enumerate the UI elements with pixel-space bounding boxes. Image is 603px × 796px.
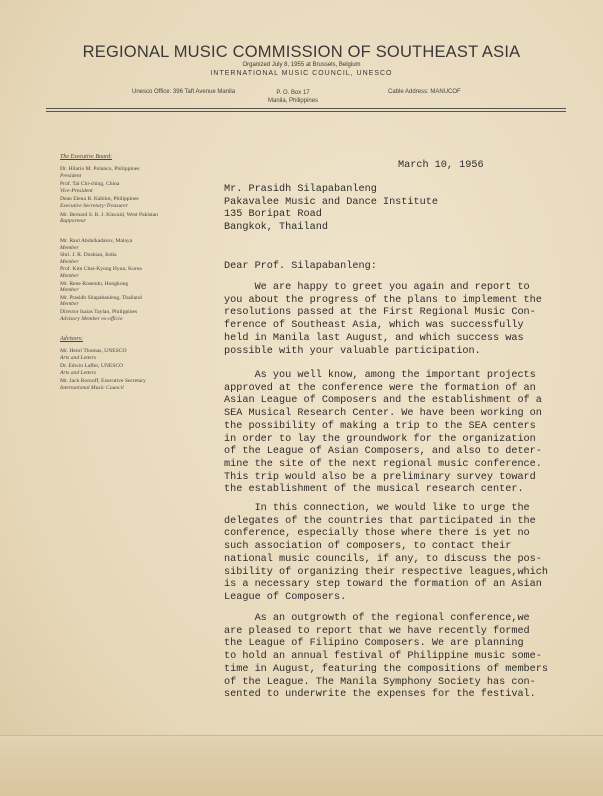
- board-entry: Mr. Bernard S. R. J. Kincaid, West Pakistan Rapporteur: [60, 211, 158, 225]
- salutation: Dear Prof. Silapabanleng:: [224, 261, 377, 272]
- board-entry: Prof. Tai Chi-ching, China Vice-President: [60, 181, 120, 194]
- members-list: [60, 238, 210, 322]
- letterhead-rule: [46, 108, 566, 109]
- postal-line: P. O. Box 17: [276, 90, 310, 96]
- executive-board-list: [60, 166, 210, 225]
- member-entry: Mr. Raul Abdulkadarov, Malaya Member: [60, 238, 133, 251]
- letterhead-rule: [46, 111, 566, 112]
- letterhead-postal-address: [268, 89, 318, 105]
- postal-line: Manila, Philippines: [268, 98, 319, 104]
- paper-fold: [0, 735, 603, 796]
- recipient-address: [224, 184, 438, 234]
- advisors-list: [60, 348, 210, 392]
- paragraph-4: As an outgrowth of the regional conference,we are pleased to report that we have recently formed the League of Filipino Composers. We are planning to hold an annual festival of Philippine music some- time in August, featuring the compositions of members of the League. The Manila Symphony Society has con- sented to underwrite the expenses for the festival.: [224, 613, 549, 701]
- letterhead-office-address: Unesco Office: 396 Taft Avenue Manila: [132, 89, 236, 95]
- recipient-line: 135 Boripat Road: [224, 209, 322, 220]
- executive-board-heading: The Executive Board:: [60, 154, 113, 160]
- member-entry: Shri. J. R. Doshian, India Member: [60, 252, 117, 265]
- board-entry: Dean Elena B. Kabilot, Philippines Executive Secretary-Treasurer: [60, 196, 139, 209]
- advisors-heading: Advisors:: [60, 336, 83, 342]
- advisor-entry: Mr. Henri Thomas, UNESCO Arts and Letters: [60, 348, 127, 361]
- recipient-line: Mr. Prasidh Silapabanleng: [224, 184, 377, 195]
- advisor-entry: Dr. Edwin Laffer, UNESCO Arts and Letters: [60, 363, 124, 376]
- board-entry: Dr. Hilario M. Polanco, Philippines President: [60, 166, 140, 179]
- paragraph-1: We are happy to greet you again and report to you about the progress of the plans to implement the resolutions passed at the First Regional Music Con- ference of Southeast Asia, which was successfully held in Manila last August, and which success was possible with your valuable participation.: [224, 282, 542, 357]
- advisor-entry: Mr. Jack Bornoff, Executive Secretary International Music Council: [60, 378, 146, 391]
- recipient-line: Pakavalee Music and Dance Institute: [224, 196, 438, 208]
- member-entry: Mr. Rene Rosendo, Hongkong Member: [60, 280, 129, 294]
- recipient-line: Bangkok, Thailand: [224, 221, 328, 233]
- letterhead-cable-address: Cable Address: MANUCOF: [388, 89, 461, 95]
- paragraph-2: As you well know, among the important projects approved at the conference were the formation of an Asian League of Composers and the establishment of a SEA Musical Research Center. We have been working on the possibility of making a trip to the SEA centers in order to lay the groundwork for the organization of the League of Asian Composers, and also to deter- mine the site of the next regional music conference. This trip would also be a preliminary survey toward the establishment of the musical research center.: [224, 370, 542, 496]
- member-entry: Director Isaias Taylan, Philippines Advisory Member ex-officio: [60, 308, 138, 322]
- letterhead-council: INTERNATIONAL MUSIC COUNCIL, UNESCO: [210, 70, 393, 77]
- member-entry: Mr. Prasidh Silapabanleng, Thailand Member: [60, 294, 142, 308]
- letterhead-title: REGIONAL MUSIC COMMISSION OF SOUTHEAST ASIA: [82, 43, 521, 61]
- letterhead-organized: Organized July 8, 1955 at Brussels, Belgium: [242, 62, 361, 68]
- member-entry: Prof. Kim Chai-Kyong Hyun, Korea Member: [60, 266, 142, 279]
- paragraph-3: In this connection, we would like to urge the delegates of the countries that participated in the conference, especially those where there is yet no such association of composers, to contact their national music councils, if any, to discuss the pos- sibility of organizing their respective leagues,which is a necessary step toward the formation of an Asian League of Composers.: [224, 503, 549, 603]
- letter-date: March 10, 1956: [398, 160, 484, 171]
